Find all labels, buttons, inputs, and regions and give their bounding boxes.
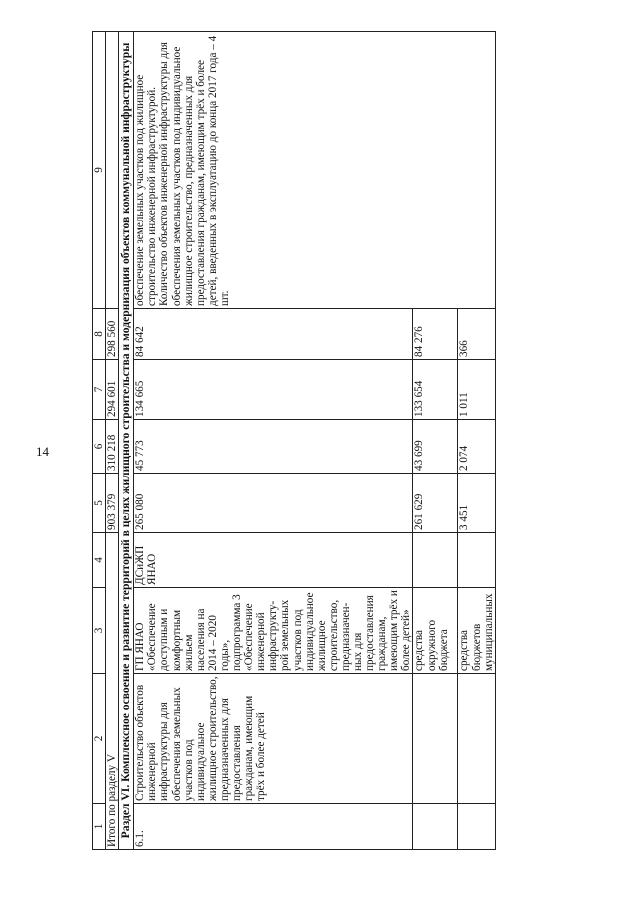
total-col9 <box>106 32 119 309</box>
sub-col8: 84 276 <box>413 309 458 360</box>
total-col6: 310 218 <box>106 420 119 474</box>
blank-cell <box>413 804 458 850</box>
header-cell: 5 <box>93 474 106 533</box>
main-col7: 134 665 <box>134 360 413 420</box>
measure-name: Строительство объектов инженерной инфраструктуры для обеспечения земельных участков под индивидуальное жилищное строительство, предназначенных для предоставления гражданам, имеющим трёх и более детей <box>134 674 413 804</box>
page-number: 14 <box>36 444 49 459</box>
expected-result: обеспечение земельных участков под жилищное строительство инженерной инфраструктурой. Количество объектов инженерной инфраструктуры для обеспечения земельных участков под индивидуальное жилищное строительство, предназначенных для предоставления гражданам, имеющим трёх и более детей, введенных в эксплуатацию до конца 2017 года – 4 шт. <box>134 32 495 309</box>
header-cell: 7 <box>93 360 106 420</box>
program-table <box>92 31 496 850</box>
header-cell: 1 <box>93 804 106 850</box>
blank-cell <box>458 674 495 804</box>
header-row <box>93 32 106 850</box>
main-col6: 45 773 <box>134 420 413 474</box>
sub-col7: 133 654 <box>413 360 458 420</box>
sub-col6: 2 074 <box>458 420 495 474</box>
funding-source: ГП ЯНАО «Обеспечение доступным и комфортным жильем населения на 2014 – 2020 годы», подпрограмма 3 «Обеспечение инженерной инфраструкту-рой земельных участков под индивидуальное жилищное строительство, предназначен-ных для предоставления гражданам, имеющим трёх и более детей» <box>134 588 413 674</box>
section-title: Раздел VI. Комплексное освоение и развитие территорий в целях жилищного строительства и модернизация объектов коммунальной инфраструктуры <box>119 32 134 850</box>
section-row <box>119 32 134 850</box>
blank-cell <box>413 674 458 804</box>
header-cell: 4 <box>93 533 106 588</box>
header-cell: 6 <box>93 420 106 474</box>
header-cell: 3 <box>93 588 106 674</box>
main-row <box>134 32 413 850</box>
header-cell: 8 <box>93 309 106 360</box>
sub-col6: 43 699 <box>413 420 458 474</box>
row-number: 6.1. <box>134 804 413 850</box>
total-col7: 294 601 <box>106 360 119 420</box>
total-row <box>106 32 119 850</box>
blank-cell <box>458 804 495 850</box>
main-col8: 84 642 <box>134 309 413 360</box>
header-cell: 2 <box>93 674 106 804</box>
sub-source: средства бюджетов муниципальных <box>458 588 495 674</box>
sub-col7: 1 011 <box>458 360 495 420</box>
total-col8: 298 560 <box>106 309 119 360</box>
total-label: Итого по разделу V <box>106 533 119 850</box>
header-cell: 9 <box>93 32 106 309</box>
main-col5: 265 080 <box>134 474 413 533</box>
blank-cell <box>458 533 495 588</box>
total-col5: 903 379 <box>106 474 119 533</box>
executor: ДСиЖП ЯНАО <box>134 533 413 588</box>
blank-cell <box>413 533 458 588</box>
sub-col5: 261 629 <box>413 474 458 533</box>
sub-col8: 366 <box>458 309 495 360</box>
sub-source: средства окружного бюджета <box>413 588 458 674</box>
rotated-page-content <box>92 32 617 850</box>
sub-col5: 3 451 <box>458 474 495 533</box>
